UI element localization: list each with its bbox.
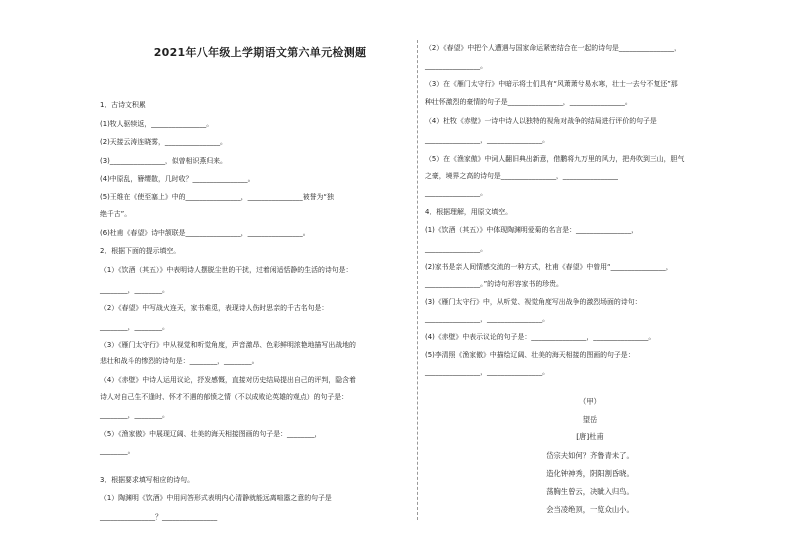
question-line: （3）《雁门太守行》中从视觉和听觉角度，声音激昂、色彩鲜明浓艳地描写出战地的 <box>100 341 356 349</box>
question-line: (4)中原乱，簪缨散，几时收？________________。 <box>100 175 255 183</box>
column-divider <box>417 40 418 520</box>
question-line: (2)天接云涛连晓雾，________________。 <box>100 138 227 146</box>
question-line: ________。 <box>100 447 135 455</box>
question-line: ________，________。 <box>100 411 169 419</box>
question-line: ________________。”的诗句形容家书的珍贵。 <box>425 280 563 288</box>
question-line: (3)《雁门太守行》中，从听觉、视觉角度写出战争的激烈场面的诗句： <box>425 298 642 306</box>
section-1-heading: 1．古诗文积累 <box>100 101 146 109</box>
question-line: 绝千古”。 <box>100 210 132 218</box>
poem-title: 望岳 <box>582 415 598 424</box>
question-line: （3）在《雁门太守行》中暗示将士们具有“风萧萧兮易水寒，壮士一去兮不复还”那 <box>425 80 678 88</box>
section-3-heading: 3．根据要求填写相应的诗句。 <box>100 476 194 484</box>
question-line: ________________，________________。 <box>425 136 550 144</box>
question-line: （4）《赤壁》中诗人运用议论，抒发感慨，直接对历史结局提出自己的评判，隐含着 <box>100 376 356 384</box>
question-line: （1）陶渊明《饮酒》中用问答形式表明内心清静就能远离喧嚣之意的句子是 <box>100 494 332 502</box>
question-line: ________________，________________。 <box>425 368 550 376</box>
section-2-heading: 2．根据下面的提示填空。 <box>100 247 181 255</box>
question-line: ________________。 <box>425 245 488 253</box>
question-line: ________________，________________。 <box>425 315 550 323</box>
question-line: （2）《春望》中把个人遭遇与国家命运紧密结合在一起的诗句是________________， <box>425 44 681 52</box>
question-line: ________________。 <box>425 62 488 70</box>
question-line: ________________。 <box>425 189 488 197</box>
question-line: 诗人对自己生不逢时、怀才不遇的郁愤之情（不以成败论英雄的观点）的句子是： <box>100 393 349 401</box>
poem-author: [唐]杜甫 <box>576 432 604 441</box>
question-line: (5)王维在《使至塞上》中的________________，________________被誉为“独 <box>100 193 334 201</box>
question-line: (5)李清照《渔家傲》中描绘辽阔、壮美的海天相接的图画的句子是： <box>425 351 635 359</box>
poem-label: （甲） <box>579 397 601 406</box>
poem-line: 荡胸生曾云，决眦入归鸟。 <box>546 487 634 496</box>
question-line: ________，________。 <box>100 323 169 331</box>
poem-line: 造化钟神秀，阴阳割昏晓。 <box>546 469 634 478</box>
question-line: 种壮怀激烈的豪情的句子是________________，________________。 <box>425 98 632 106</box>
question-line: 之豪，境界之高的诗句是________________，________________ <box>425 172 618 180</box>
question-line: （4）杜牧《赤壁》一诗中诗人以独特的视角对战争的结局进行评价的句子是 <box>425 117 657 125</box>
question-line: (3)________________，似曾相识燕归来。 <box>100 157 227 165</box>
poem-line: 岱宗夫如何？齐鲁青未了。 <box>546 451 634 460</box>
question-line: (1)《饮酒（其五）》中体现陶渊明爱菊的名言是：________________， <box>425 226 639 234</box>
section-4-heading: 4．根据理解，用原文填空。 <box>425 208 513 216</box>
question-line: （5）《渔家傲》中展现辽阔、壮美的海天相接图画的句子是：________， <box>100 430 322 438</box>
question-line: 悲壮和战斗的惨烈的诗句是：________，________。 <box>100 357 259 365</box>
question-line: （2）《春望》中写战火连天，家书难觅，表现诗人伤时思亲的千古名句是： <box>100 304 329 312</box>
question-line: (2)家书是亲人间情感交流的一种方式，杜甫《春望》中曾用“________________， <box>425 263 673 271</box>
poem-line: 会当凌绝顶，一览众山小。 <box>546 505 634 514</box>
question-line: ________________？________________ <box>100 513 218 521</box>
question-line: (6)杜甫《春望》诗中颔联是________________，________________。 <box>100 229 310 237</box>
question-line: ________，________。 <box>100 286 169 294</box>
question-line: （1）《饮酒（其五）》中表明诗人摆脱尘世的干扰，过着闲适恬静的生活的诗句是： <box>100 266 353 274</box>
page-title: 2021年八年级上学期语文第六单元检测题 <box>153 46 367 59</box>
question-line: (1)牧人驱犊返，________________。 <box>100 120 214 128</box>
question-line: （5）在《渔家傲》中词人翻旧典出新意，借鹏将九万里的风力，把舟吹到三山，胆气 <box>425 155 685 163</box>
question-line: (4)《赤壁》中表示议论的句子是：________________，________________。 <box>425 333 656 341</box>
